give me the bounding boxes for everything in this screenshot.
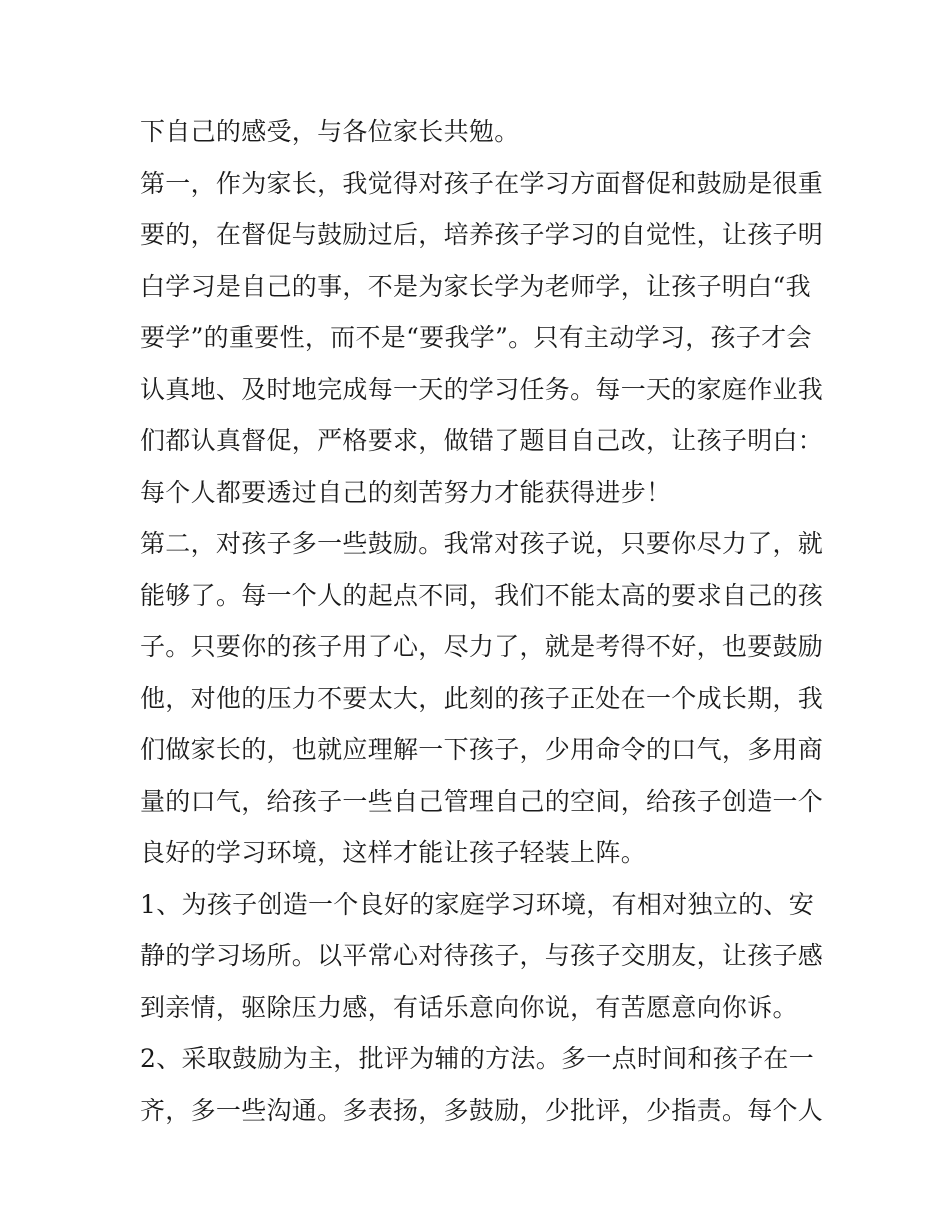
text-line: 要的，在督促与鼓励过后，培养孩子学习的自觉性，让孩子明 (140, 220, 824, 249)
text-line: 子。只要你的孩子用了心，尽力了，就是考得不好，也要鼓励 (140, 632, 824, 661)
text-line: 白学习是自己的事，不是为家长学为老师学，让孩子明白“我 (140, 271, 811, 301)
text-line: 下自己的感受，与各位家长共勉。 (140, 117, 520, 146)
text-line: 们做家长的，也就应理解一下孩子，少用命令的口气，多用商 (140, 735, 824, 764)
text-line: 2、采取鼓励为主，批评为辅的方法。多一点时间和孩子在一 (140, 1044, 815, 1073)
text-line: 到亲情，驱除压力感，有话乐意向你说，有苦愿意向你诉。 (140, 992, 798, 1022)
text-line: 良好的学习环境，这样才能让孩子轻装上阵。 (140, 838, 647, 867)
text-line: 静的学习场所。以平常心对待孩子，与孩子交朋友，让孩子感 (140, 941, 824, 970)
text-line: 1、为孩子创造一个良好的家庭学习环境，有相对独立的、安 (140, 889, 815, 919)
document-body (140, 106, 824, 1136)
text-line: 每个人都要透过自己的刻苦努力才能获得进步！ (140, 477, 672, 507)
text-line: 量的口气，给孩子一些自己管理自己的空间，给孩子创造一个 (140, 786, 824, 816)
text-line: 们都认真督促，严格要求，做错了题目自己改，让孩子明白： (140, 426, 824, 455)
text-line: 第一，作为家长，我觉得对孩子在学习方面督促和鼓励是很重 (140, 168, 824, 198)
text-line: 齐，多一些沟通。多表扬，多鼓励，少批评，少指责。每个人 (140, 1095, 824, 1125)
text-line: 能够了。每一个人的起点不同，我们不能太高的要求自己的孩 (140, 580, 824, 610)
text-line: 他，对他的压力不要太大，此刻的孩子正处在一个成长期，我 (140, 683, 824, 713)
text-line: 第二，对孩子多一些鼓励。我常对孩子说，只要你尽力了，就 (140, 529, 824, 558)
text-line: 要学”的重要性，而不是“要我学”。只有主动学习，孩子才会 (140, 323, 812, 352)
text-line: 认真地、及时地完成每一天的学习任务。每一天的家庭作业我 (140, 374, 824, 404)
